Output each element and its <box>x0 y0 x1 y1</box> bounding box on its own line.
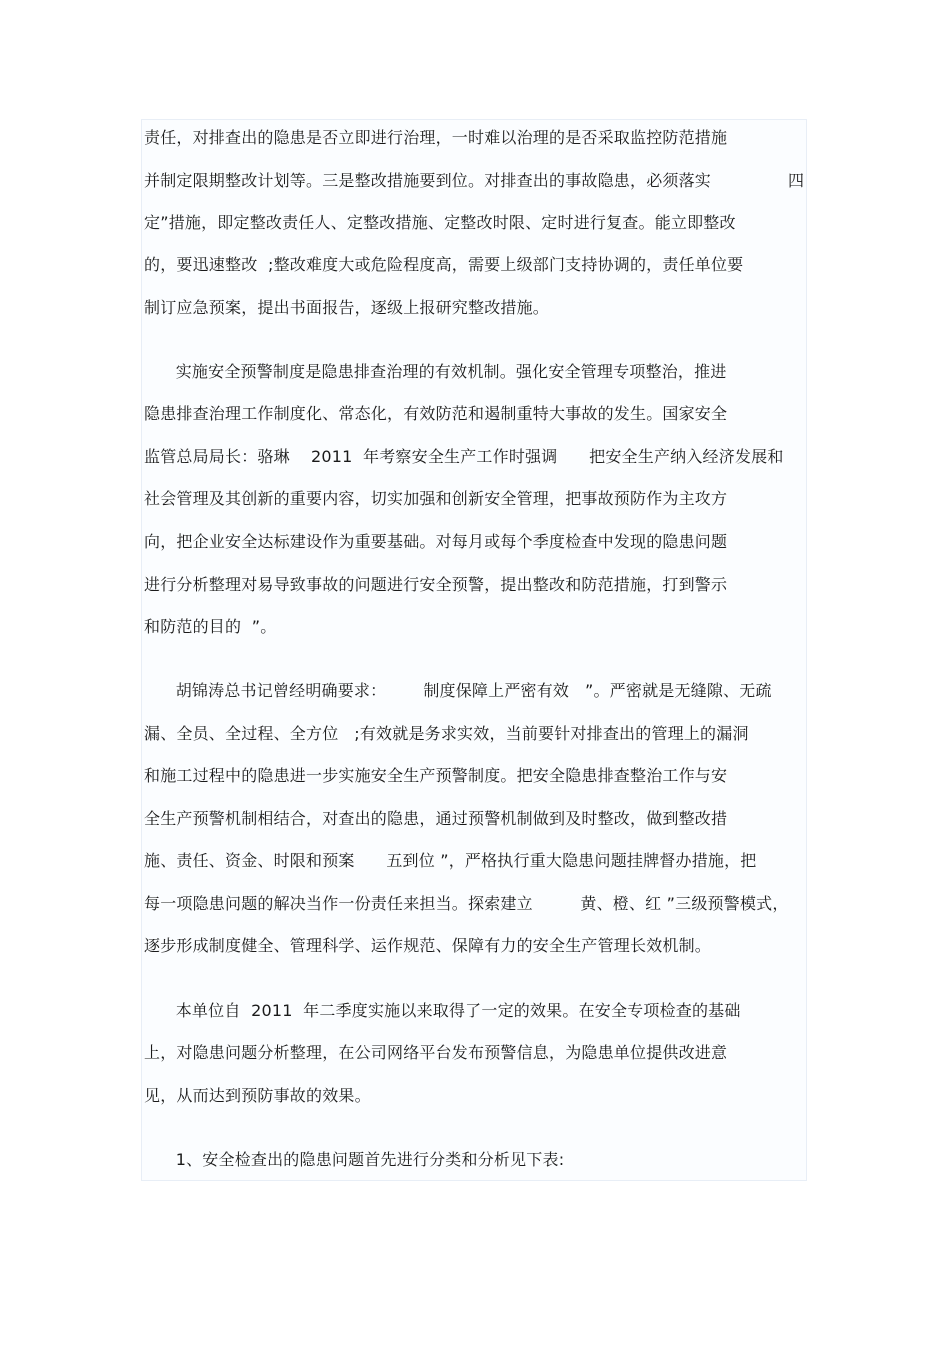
paragraph-2-line-3: 监管总局局长：骆琳 2011 年考察安全生产工作时强调 把安全生产纳入经济发展和 <box>144 447 784 466</box>
paragraph-3-line-1: 胡锦涛总书记曾经明确要求： 制度保障上严密有效 ”。严密就是无缝隙、无疏 <box>144 681 772 700</box>
paragraph-3-line-4: 全生产预警机制相结合，对查出的隐患，通过预警机制做到及时整改，做到整改措 <box>144 809 728 828</box>
paragraph-2-line-7: 和防范的目的 ”。 <box>144 617 277 636</box>
paragraph-2-line-6: 进行分析整理对易导致事故的问题进行安全预警，提出整改和防范措施，打到警示 <box>144 575 728 594</box>
paragraph-2-line-2: 隐患排查治理工作制度化、常态化，有效防范和遏制重特大事故的发生。国家安全 <box>144 404 728 423</box>
paragraph-5-line-1: 1、安全检查出的隐患问题首先进行分类和分析见下表: <box>144 1150 565 1169</box>
paragraph-1-line-5: 制订应急预案，提出书面报告，逐级上报研究整改措施。 <box>144 298 550 317</box>
paragraph-3-line-5: 施、责任、资金、时限和预案 五到位 ”，严格执行重大隐患问题挂牌督办措施，把 <box>144 851 757 870</box>
document-page <box>141 119 807 1181</box>
paragraph-2-line-1: 实施安全预警制度是隐患排查治理的有效机制。强化安全管理专项整治，推进 <box>144 362 727 381</box>
paragraph-1-line-2: 并制定限期整改计划等。三是整改措施要到位。对排查出的事故隐患，必须落实 <box>144 171 712 190</box>
paragraph-1-line-1: 责任，对排查出的隐患是否立即进行治理，一时难以治理的是否采取监控防范措施 <box>144 128 728 147</box>
paragraph-3-line-7: 逐步形成制度健全、管理科学、运作规范、保障有力的安全生产管理长效机制。 <box>144 936 712 955</box>
paragraph-3-line-3: 和施工过程中的隐患进一步实施安全生产预警制度。把安全隐患排查整治工作与安 <box>144 766 728 785</box>
paragraph-4-line-3: 见，从而达到预防事故的效果。 <box>144 1086 371 1105</box>
paragraph-4-line-1: 本单位自 2011 年二季度实施以来取得了一定的效果。在安全专项检查的基础 <box>144 1001 741 1020</box>
paragraph-2-line-4: 社会管理及其创新的重要内容，切实加强和创新安全管理，把事故预防作为主攻方 <box>144 489 728 508</box>
paragraph-2-line-5: 向，把企业安全达标建设作为重要基础。对每月或每个季度检查中发现的隐患问题 <box>144 532 728 551</box>
paragraph-4-line-2: 上，对隐患问题分析整理，在公司网络平台发布预警信息，为隐患单位提供改进意 <box>144 1043 728 1062</box>
paragraph-1-line-4: 的，要迅速整改 ;整改难度大或危险程度高，需要上级部门支持协调的，责任单位要 <box>144 255 744 274</box>
paragraph-1-right-glyph: 四 <box>788 171 805 190</box>
paragraph-3-line-2: 漏、全员、全过程、全方位 ;有效就是务求实效，当前要针对排查出的管理上的漏洞 <box>144 724 749 743</box>
paragraph-1-line-3: 定”措施，即定整改责任人、定整改措施、定整改时限、定时进行复查。能立即整改 <box>144 213 736 232</box>
paragraph-3-line-6: 每一项隐患问题的解决当作一份责任来担当。探索建立 黄、橙、红 ”三级预警模式， <box>144 894 789 913</box>
